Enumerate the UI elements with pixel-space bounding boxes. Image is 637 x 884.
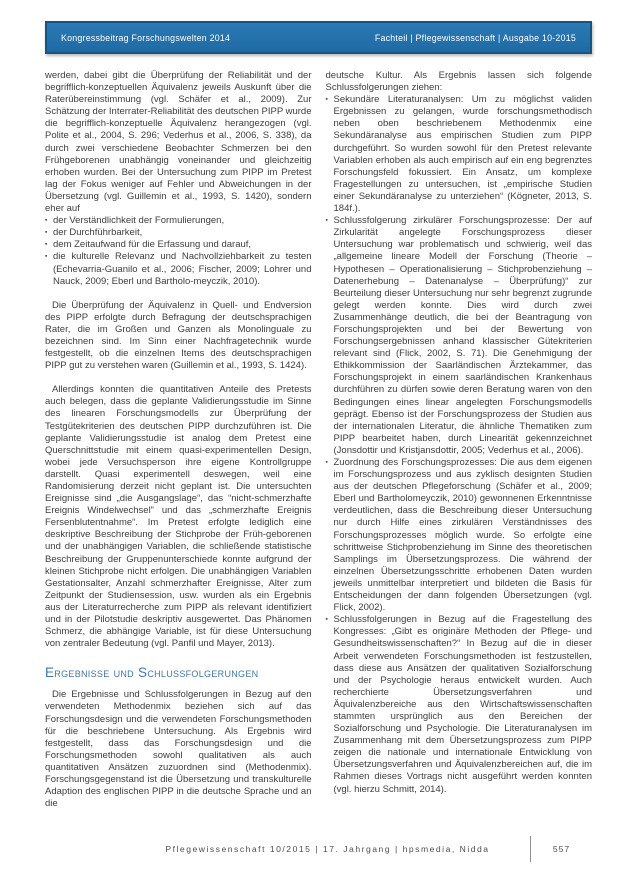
left-column <box>45 70 312 810</box>
schlussfolgerungen-list <box>326 94 593 795</box>
list-item: ▪ Schlussfolgerungen in Bezug auf die Fragestellung des Kongresses: „Gibt es originäre Methoden der Pflege- und Gesundheitswissenschaften?“ In Bezug auf die in dieser Arbeit verwendeten Forschungsmethoden ist festzustellen, dass diese aus Ansätzen der qualitativen Sozialforschung und der Psychologie heraus entwickelt wurden. Auch recherchierte Übersetzungsverfahren und Äquivalenzbereiche aus den Wirtschaftswissenschaften stammten ursprünglich aus den Bereichen der Sozialforschung und Psychologie. Die Literaturanalysen im Zusammenhang mit dem Übersetzungsprozess zum PIPP zeigen die nationale und internationale Entwicklung von Übersetzungsverfahren und Äquivalenzbereichen auf, die im Rahmen dieses Vortrags nicht ausgeführt werden konnten (vgl. hierzu Schmitt, 2014). <box>326 614 593 795</box>
paragraph-aequivalenz: Die Überprüfung der Äquivalenz in Quell- und Endversion des PIPP erfolgte durch Befragung der deutschsprachigen Rater, die im Großen und Ganzen als Monolinguale zu bezeichnen sind. Im Sinn einer Nachfragetechnik wurde festgestellt, ob die einzelnen Items des deutschsprachigen PIPP gut zu verstehen waren (Guillemin et al., 1993, S. 1424). <box>45 299 312 372</box>
paragraph-pretest-quant: Allerdings konnten die quantitativen Anteile des Pretests auch belegen, dass die geplante Validierungsstudie im Sinne des linearen Forschungsmodells zur Überprüfung der Testgütekriterien des deutschen PIPP durchzuführen ist. Die geplante Validierungsstudie ist analog dem Pretest eine Querschnittstudie mit einem quasi-experimentellen Design, wobei jede Versuchsperson ihre eigene Kontrollgruppe darstellt. Quasi experimentell deswegen, weil eine Randomisierung derzeit nicht geplant ist. Die untersuchten Ereignisse sind „die Ausgangslage“, das “nicht-schmerzhafte Ereignis Windelwechsel” und das „schmerzhafte Ereignis Fersenblutentnahme“. Im Pretest erfolgte lediglich eine deskriptive Beschreibung der Stichprobe der Früh-geborenen und der unabhängigen Variablen, die schließende statistische Beschreibung der Gruppenunterschiede konnte aufgrund der kleinen Stichprobe nicht erfolgen. Die unabhängigen Variablen Gestationsalter, Anzahl schmerzhafter Ereignisse, Alter zum Zeitpunkt der Studiensession, usw. wurden als ein Ergebnis aus der Literaturrecherche zum PIPP als relevant identifiziert und in der Pilotstudie deskriptiv ausgewertet. Das Phänomen Schmerz, die abhängige Variable, ist für diese Untersuchung von zentraler Bedeutung (vgl. Panfil und Mayer, 2013). <box>45 384 312 650</box>
list-item: ▪ dem Zeitaufwand für die Erfassung und darauf, <box>45 239 312 251</box>
page-header-bar <box>45 21 592 54</box>
article-body <box>45 70 592 810</box>
right-column <box>326 70 593 810</box>
list-item: ▪ der Durchführbarkeit, <box>45 227 312 239</box>
paragraph-reliability: werden, dabei gibt die Überprüfung der Reliabilität und der begrifflich-konzeptuellen Äquivalenz jeweils Auskunft über die Raterübereinstimmung (vgl. Schäfer et al., 2009). Zur Schätzung der Interrater-Reliabilität des deutschen PIPP wurde die begrifflich-konzeptuelle Äquivalenz herangezogen (vgl. Polite et al., 2004, S. 296; Vederhus et al., 2006, S. 338), da durch zwei verschiedene Beobachter Schmerzen bei den Frühgeborenen unabhängig voneinander und gleichzeitig erhoben wurden. Bei der Untersuchung zum PIPP im Pretest lag der Fokus weniger auf Fehler und Abweichungen in der Übersetzung (vgl. Guillemin et al., 1993, S. 1420), sondern eher auf <box>45 70 312 215</box>
pretest-focus-list <box>45 215 312 288</box>
header-right-label: Fachteil | Pflegewissenschaft | Ausgabe 10-2015 <box>374 32 576 43</box>
header-left-label: Kongressbeitrag Forschungswelten 2014 <box>61 32 231 43</box>
footer-journal-line: Pflegewissenschaft 10/2015 | 17. Jahrgang | hpsmedia, Nidda <box>165 844 490 854</box>
list-item: ▪ Sekundäre Literaturanalysen: Um zu möglichst validen Ergebnissen zu gelangen, wurde forschungsmethodisch neben oben beschriebenem Methodenmix eine Sekundäranalyse aus empirischen Studien zum PIPP durchgeführt. So wurden sowohl für den Pretest relevante Variablen erhoben als auch empirisch auf ein eng begrenztes Forschungsfeld fokussiert. Ein Ansatz, um komplexe Fragestellungen zu untersuchen, ist „empirische Studien einer Sekundäranalyse zu unterziehen“ (Kögneter, 2013, S. 184f.). <box>326 94 593 215</box>
list-item: ▪ der Verständlichkeit der Formulierungen, <box>45 215 312 227</box>
page-footer <box>45 835 592 863</box>
list-item: ▪ Schlussfolgerung zirkulärer Forschungsprozesse: Der auf Zirkularität angelegte Forschungsprozess dieser Untersuchung war problematisch und schwierig, weil das „allgemeine lineare Modell der Forschung (Theorie – Hypothesen – Operationalisierung – Stichprobenziehung – Datenerhebung – Datenanalyse – Überprüfung)“ zur Beurteilung dieser Untersuchung nur sehr begrenzt zugrunde gelegt werden konnte. Dies wird durch zwei Zusammenhänge deutlich, die bei der Beantragung von Forschungsprojekten und bei der Bewertung von Forschungsergebnissen anhand klassischer Gütekriterien relevant sind (Flick, 2002, S. 71). Die Genehmigung der Ethikkommission der Saarländischen Ärztekammer, das Forschungsprojekt in einem saarländischen Krankenhaus durchführen zu dürfen sowie deren Beratung waren von den Bedingungen eines linear angelegten Forschungsmodells geprägt. Ebenso ist der Forschungsprozess der Studien aus der internationalen Literatur, die ähnliche Thematiken zum PIPP bearbeitet haben, durch Linearität gekennzeichnet (Jonsdottir und Kristjansdottir, 2005; Vederhus et al., 2006). <box>326 215 593 457</box>
list-item: ▪ Zuordnung des Forschungsprozesses: Die aus dem eigenen im Forschungsprozess und aus zyklisch designten Studien aus der deutschen Pflegeforschung (Schäfer et al., 2009; Eberl und Bartholomeyczik, 2010) gewonnenen Erkenntnisse verdeutlichen, dass die Beschreibung dieser Untersuchung nur durch Hilfe eines zirkulären Verständnisses des Forschungsprozesses möglich wurde. So erfolgte eine schrittweise Stichprobenziehung im Sinne des theoretischen Samplings im Übersetzungsprozess. Die während der einzelnen Übersetzungsschritte erhobenen Daten wurden jeweils unmittelbar interpretiert und bildeten die Basis für Entscheidungen der dann folgenden Übersetzungen (vgl. Flick, 2002). <box>326 457 593 614</box>
footer-page-number: 557 <box>552 844 571 854</box>
list-item: ▪ die kulturelle Relevanz und Nachvollziehbarkeit zu testen (Echevarria-Guanilo et al., 2006; Fischer, 2009; Lohrer und Nauck, 2009; Eberl und Bartholo-meyczik, 2010). <box>45 251 312 287</box>
section-heading-ergebnisse: Ergebnisse und Schlussfolgerungen <box>45 665 259 681</box>
paragraph-ergebnisse: Die Ergebnisse und Schlussfolgerungen in Bezug auf den verwendeten Methodenmix beziehen sich auf das Forschungsdesign und die verwendeten Forschungsmethoden für die beschriebene Untersuchung. Als Ergebnis wird festgestellt, dass das Forschungsdesign und die Forschungsmethoden sowohl qualitativen als auch quantitativen Ansätzen zuzuordnen sind (Methodenmix). Forschungsgegenstand ist die Übersetzung und transkulturelle Adaption des englischen PIPP in die deutsche Sprache und an die <box>45 689 312 810</box>
paragraph-schlussfolgerungen-intro: deutsche Kultur. Als Ergebnis lassen sich folgende Schlussfolgerungen ziehen: <box>325 70 592 94</box>
